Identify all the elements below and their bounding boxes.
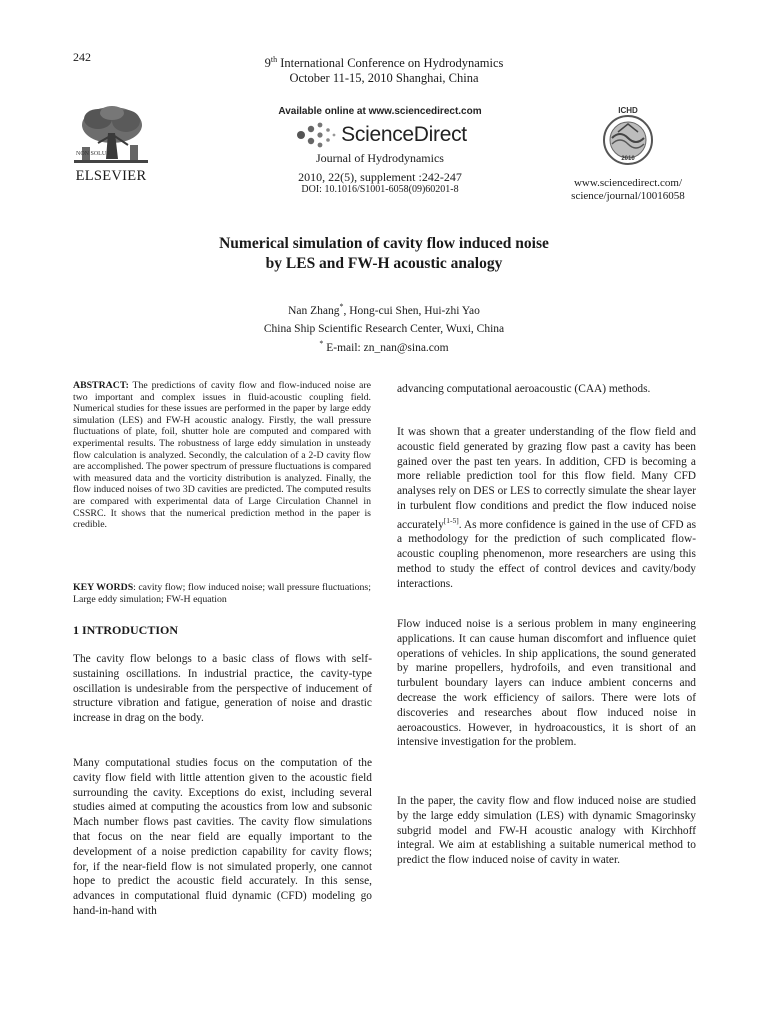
other-authors: , Hong-cui Shen, Hui-zhi Yao — [343, 304, 480, 317]
section-heading-introduction: 1 INTRODUCTION — [73, 623, 179, 637]
conf-name: International Conference on Hydrodynamics — [277, 56, 504, 71]
journal-url[interactable] — [558, 177, 698, 203]
svg-text:NON SOLUS: NON SOLUS — [76, 151, 110, 157]
email-mark: * — [319, 339, 324, 348]
journal-url-line1[interactable]: www.sciencedirect.com/ — [573, 177, 683, 189]
ichd-logo-icon — [598, 104, 658, 168]
intro-paragraph-3 — [397, 425, 696, 592]
intro-paragraph-5: In the paper, the cavity flow and flow induced noise are studied by the large eddy simulation (LES) with dynamic Smagorinsky subgrid model and FW-H acoustic analogy with Kirchhoff integral. We aim at establishing a suitable numerical method to predict the flow induced noise of cavity in water. — [397, 795, 696, 867]
ichd-year: 2010 — [621, 156, 635, 162]
sciencedirect-dots-icon — [293, 121, 337, 149]
journal-volume: 2010, 22(5), supplement :242-247 — [298, 170, 462, 184]
intro-paragraph-3-part2: . As more confidence is gained in the use of CFD as a methodology for the prediction of such complicated flow-acoustic coupling phenomenon, more researchers are using this method to study the effect of control devices and cavity/body interactions. — [397, 518, 696, 590]
sciencedirect-block — [250, 106, 510, 196]
elsevier-wordmark: ELSEVIER — [75, 168, 147, 184]
ichd-block — [558, 104, 698, 203]
author-list — [0, 300, 768, 318]
title-line-2: by LES and FW-H acoustic analogy — [265, 255, 503, 272]
sciencedirect-wordmark: ScienceDirect — [341, 123, 467, 146]
abstract — [73, 380, 371, 531]
first-author: Nan Zhang — [288, 304, 340, 317]
affiliation: China Ship Scientific Research Center, Wuxi, China — [263, 323, 505, 335]
title-line-1: Numerical simulation of cavity flow induced noise — [219, 235, 549, 252]
conf-num: 9 — [264, 56, 271, 71]
sciencedirect-logo — [250, 121, 510, 149]
author-email — [0, 337, 768, 355]
keywords — [73, 582, 371, 605]
intro-paragraph-2-continued: advancing computational aeroacoustic (CAA) methods. — [397, 383, 651, 395]
conf-date: October 11-15, 2010 Shanghai, China — [289, 71, 479, 86]
paper-title — [0, 234, 768, 274]
journal-name: Journal of Hydrodynamics — [316, 151, 444, 165]
conf-sup: th — [270, 55, 278, 64]
journal-url-line2[interactable]: science/journal/10016058 — [571, 190, 685, 202]
keywords-label: KEY WORDS — [73, 582, 134, 593]
available-online-text: Available online at www.sciencedirect.com — [278, 106, 482, 117]
abstract-label: ABSTRACT: — [73, 380, 129, 391]
citation-1-5[interactable]: [1-5] — [443, 515, 459, 525]
abstract-text: The predictions of cavity flow and flow-induced noise are two important and complex issues in fluid-acoustic coupling field. Numerical studies for these issues are performed in the paper by large eddy simulation (LES) and FW-H acoustic analogy. Firstly, the wall pressure fluctuations of plate, foil, shutter hole are computed and compared with experimental results. The robustness of large eddy simulation in unsteady flow calculation is analyzed. Secondly, the calculation of a 2-D cavity flow are accomplished. The power spectrum of pressure fluctuations is compared with measured data and the vorticity distribution is analyzed. Finally, the flow induced noises of two 3D cavities are predicted. The computed results are compared with experimental data of Large Circulation Channel in CSSRC. It shows that the numerical prediction method in the paper is credible. — [73, 380, 371, 531]
intro-paragraph-2: Many computational studies focus on the computation of the cavity flow field with little attention given to the acoustic field surrounding the cavity. Exceptions do exist, including several studies aimed at computing the acoustics from low and subsonic Mach number flows past cavities. The cavity flow simulations that focus on the near field are equally important to the development of a noise prediction capability for cavity flows; for, if the near-field flow is not simulated properly, one cannot hope to predict the acoustic field accurately. In this sense, advances in computational fluid dynamic (CFD) modeling go hand-in-hand with — [73, 757, 372, 917]
intro-paragraph-1: The cavity flow belongs to a basic class of flows with self-sustaining oscillations. In industrial practice, the cavity-type oscillation is undesirable from the perspective of inducement of structure vibration and fatigue, generation of noise and drastic increase in drag on the body. — [73, 653, 372, 725]
ichd-label: ICHD — [618, 106, 638, 115]
elsevier-tree-icon — [68, 103, 154, 167]
intro-paragraph-3-part1: It was shown that a greater understanding of the flow field and acoustic field generated by grazing flow past a cavity has been gained over the past ten years. In addition, CFD is becoming a more reliable prediction tool for this flow field. Many CFD analyses rely on DES or LES to correctly simulate the shear layer in turbulent flow conditions and predict the flow induced noise accurately — [397, 426, 696, 531]
intro-paragraph-4: Flow induced noise is a serious problem in many engineering applications. It can cause human discomfort and influence quiet operations of vehicles. In ship applications, the sound generated by marine propellers, hydrofoils, and even transitional and turbulent boundary layers can induce ambient concerns and decrease the work efficiency of sailors. There were lots of discoveries and researches about flow induced noise in aeroacoustics. However, in hydroacoustics, it is short of an intensive investigation for the problem. — [397, 618, 696, 749]
keywords-text: : cavity flow; flow induced noise; wall pressure fluctuations; Large eddy simulation; FW-H equation — [73, 582, 371, 605]
elsevier-logo — [68, 103, 154, 185]
doi: DOI: 10.1016/S1001-6058(09)60201-8 — [301, 184, 459, 195]
conference-title — [0, 52, 768, 86]
page-number: 242 — [73, 50, 91, 64]
corresponding-mark: * — [339, 302, 344, 311]
email-text: E-mail: zn_nan@sina.com — [323, 341, 449, 354]
